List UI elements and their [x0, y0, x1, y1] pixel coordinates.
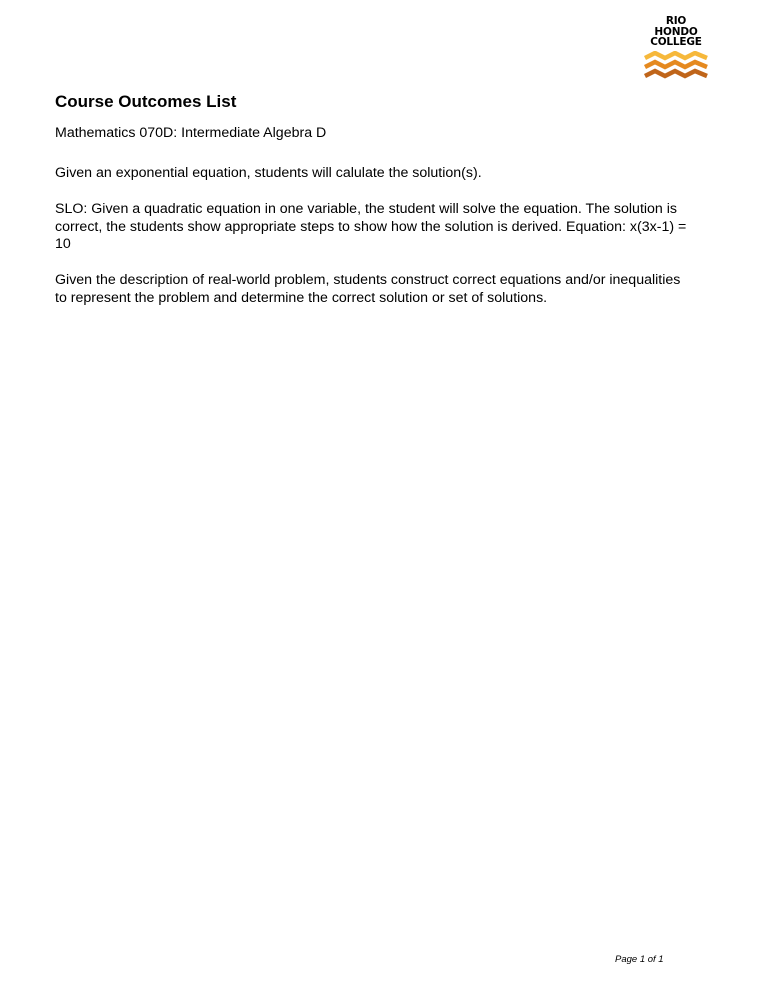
logo-text: [643, 16, 709, 48]
logo-waves-icon: [643, 51, 709, 80]
outcome-item: Given an exponential equation, students will calulate the solution(s).: [55, 165, 482, 181]
logo-line-college: COLLEGE: [650, 36, 702, 48]
logo-line-hondo: HONDO: [654, 25, 698, 38]
outcome-item: SLO: Given a quadratic equation in one variable, the student will solve the equation. The solution is correct, the students show appropriate steps to show how the solution is derived. Equation: x(3x-1) = 10: [55, 201, 687, 252]
logo-line-rio: RIO: [665, 15, 687, 27]
page-number: Page 1 of 1: [615, 954, 664, 965]
course-name: Mathematics 070D: Intermediate Algebra D: [55, 125, 327, 141]
page-title: Course Outcomes List: [55, 92, 237, 111]
outcome-item: Given the description of real-world problem, students construct correct equations and/or inequalities to represent the problem and determine the correct solution or set of solutions.: [55, 272, 681, 306]
college-logo: [643, 16, 709, 80]
